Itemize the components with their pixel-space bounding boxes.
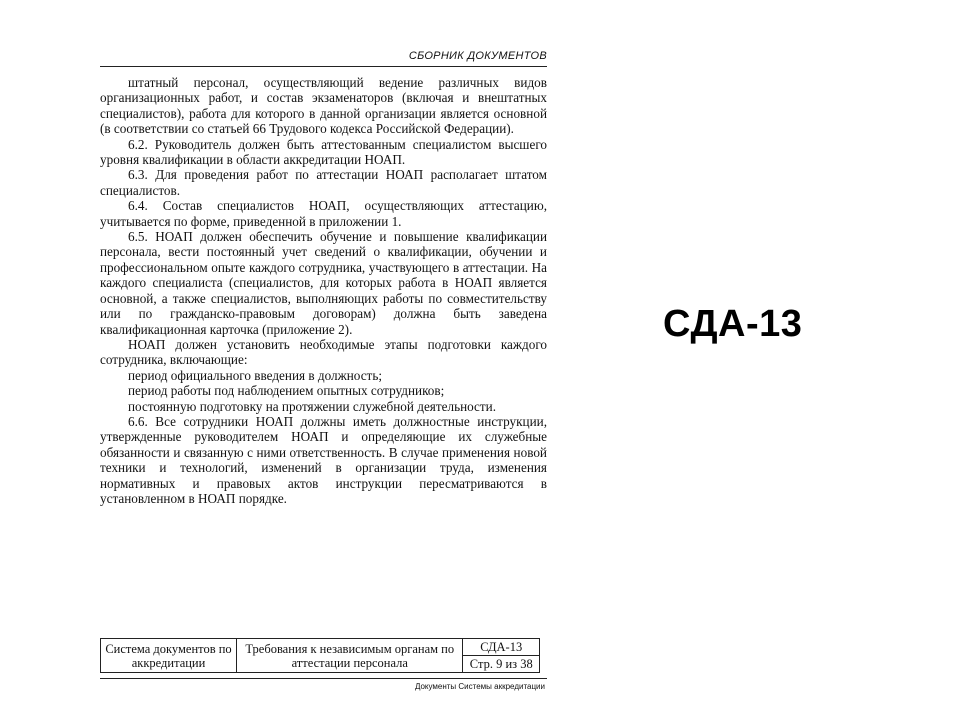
footer-code: СДА-13 (480, 640, 523, 654)
imprint: Документы Системы аккредитации (414, 682, 545, 691)
body-paragraph: период работы под наблюдением опытных сотрудников; (128, 383, 445, 399)
body-paragraph: штатный персонал, осуществляющий ведение различных видов организационных работ, и состав экзаменаторов (включая и внештатных специалистов), работа для которого в данной организации является основной (в соответствии со статьей 66 Трудового кодекса Российской Федерации). (100, 75, 547, 137)
body-paragraph: постоянную подготовку на протяжении служебной деятельности. (128, 398, 497, 414)
body-paragraph: 6.3. Для проведения работ по аттестации НОАП располагает штатом специалистов. (100, 167, 547, 198)
footer-page: Стр. 9 из 38 (463, 655, 539, 672)
body-paragraph: НОАП должен установить необходимые этапы подготовки каждого сотрудника, включающие: (100, 336, 547, 368)
body-paragraph: 6.6. Все сотрудники НОАП должны иметь должностные инструкции, утвержденные руководителем НОАП и определяющие их служебные обязанности и связанную с ними ответственность. В случае применения новой техники и технологий, изменений в организации труда, изменения нормативных и правовых актов инструкции пересматриваются в установленном в НОАП порядке. (100, 413, 547, 506)
document-page (100, 42, 547, 712)
running-title: СБОРНИК ДОКУМЕНТОВ (408, 50, 547, 62)
footer-requirements: Требования к независимым органам по аттестации персонала (237, 639, 463, 673)
body-paragraph: 6.2. Руководитель должен быть аттестованным специалистом высшего уровня квалификации в области аккредитации НОАП. (100, 136, 547, 168)
side-document-code: СДА-13 (663, 303, 803, 345)
body-text (100, 75, 547, 506)
bottom-rule (100, 678, 547, 679)
body-paragraph: 6.4. Состав специалистов НОАП, осуществляющих аттестацию, учитывается по форме, приведенной в приложении 1. (100, 198, 547, 229)
body-paragraph: 6.5. НОАП должен обеспечить обучение и повышение квалификации персонала, вести постоянный учет сведений о квалификации, обучении и профессиональном опыте каждого сотрудника, участвующего в аттестации. На каждого специалиста (специалистов, для которых работа в НОАП является основной, а также специалистов, выполняющих работы по совместительству или по гражданско-правовым договорам) должна быть заведена квалификационная карточка (приложение 2). (100, 229, 547, 337)
body-paragraph: период официального введения в должность; (128, 367, 382, 383)
footer-system: Система документов по аккредитации (101, 639, 237, 673)
footer-table (100, 638, 540, 673)
footer-code-cell (463, 639, 540, 673)
top-rule (100, 66, 547, 67)
